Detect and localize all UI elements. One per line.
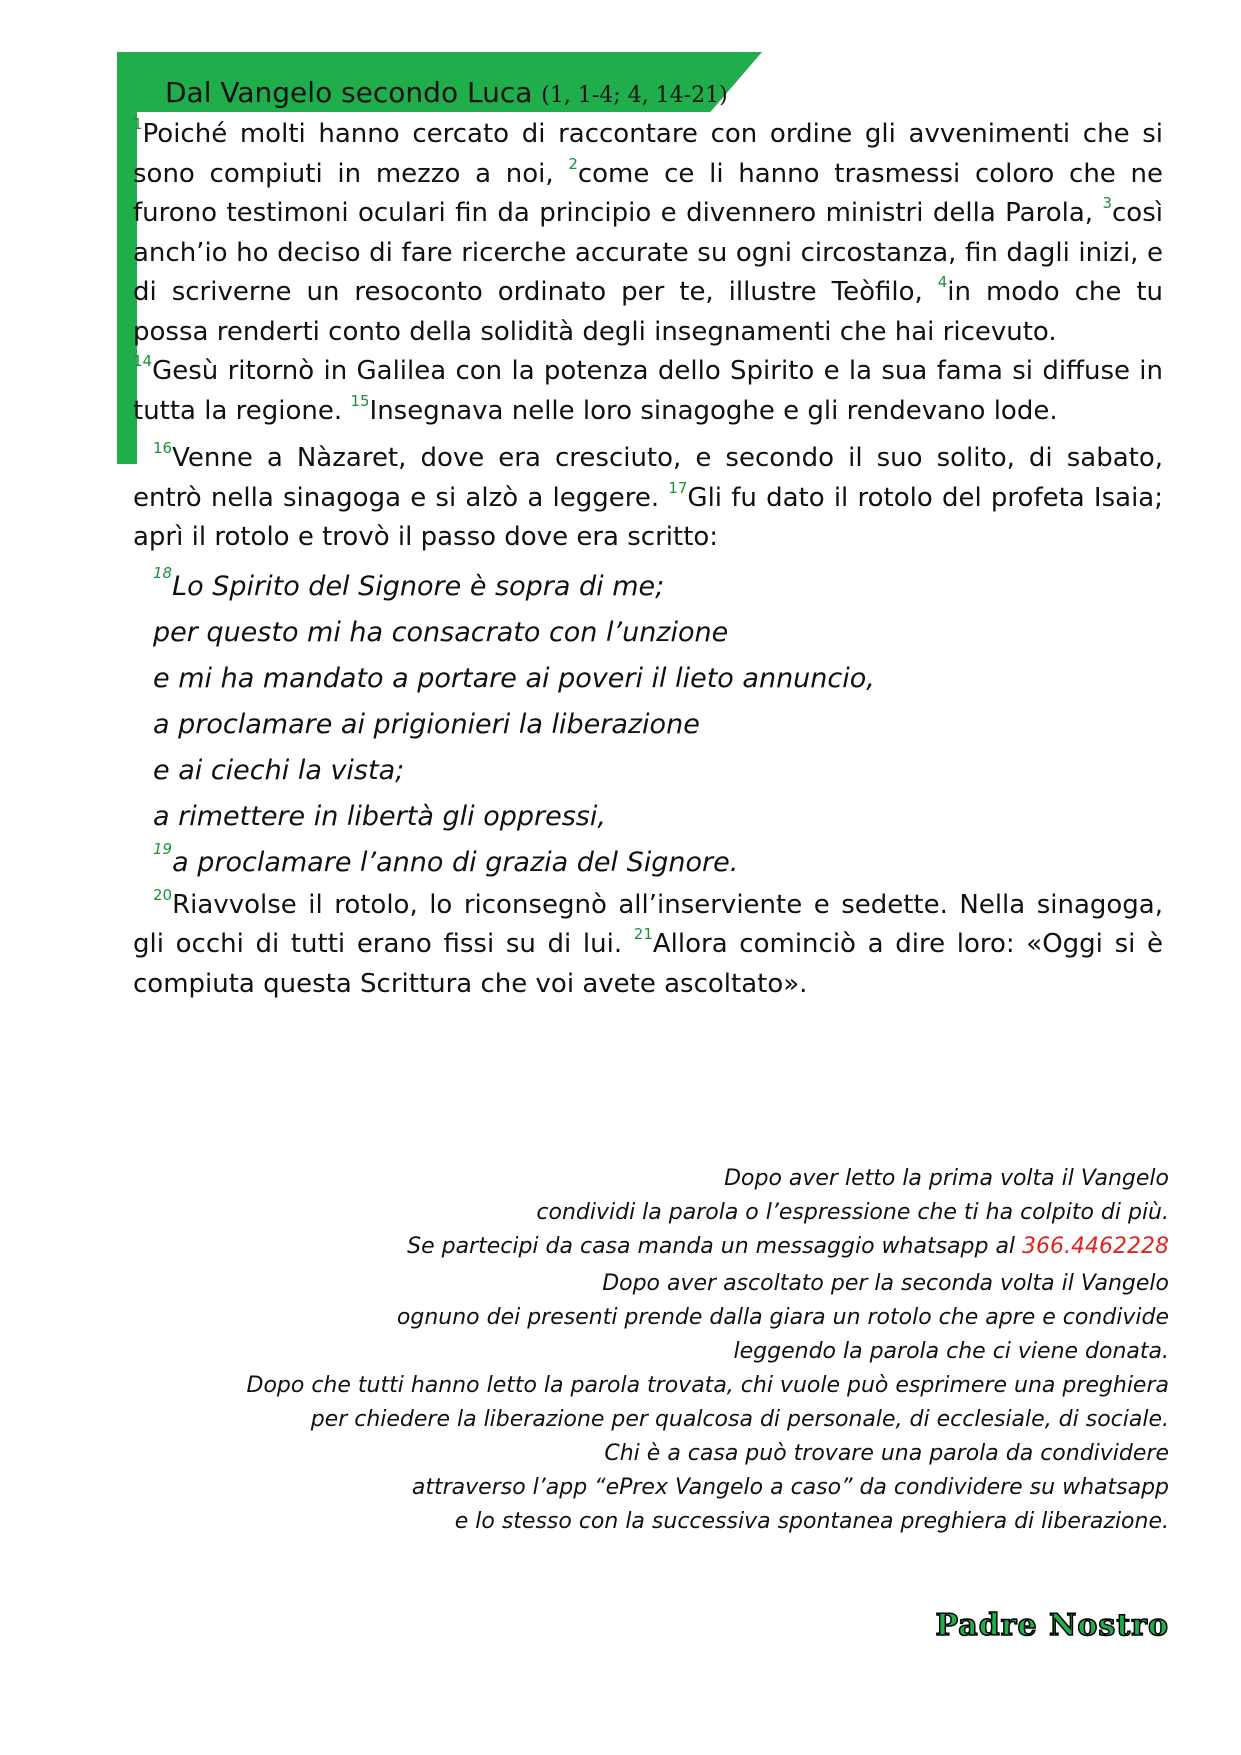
verse-text: Venne a Nàzaret, dove era cresciuto, e secondo il suo solito, di sabato, entrò nella sinagoga e si alzò a leggere. [133,443,1163,513]
verse-number: 20 [153,885,173,904]
padre-nostro-label: Padre Nostro [935,1608,1169,1643]
verse-number: 17 [668,478,688,497]
instruction-line: Dopo aver ascoltato per la seconda volta il Vangelo [602,1271,1169,1296]
paragraph-1 [133,115,1163,352]
title-reference: (1, 1-4; 4, 14-21) [541,83,728,108]
instruction-line: ognuno dei presenti prende dalla giara un rotolo che apre e condivide [396,1305,1169,1330]
verse-number: 14 [133,352,153,370]
instructions-second-reading [247,1267,1170,1539]
verse-number: 15 [350,391,370,410]
quote-line: a rimettere in libertà gli oppressi, [153,800,606,832]
instruction-line: leggendo la parola che ci viene donata. [733,1339,1169,1364]
quote-text: a proclamare l’anno di grazia del Signore. [172,846,739,878]
page-title [165,76,728,113]
verse-text: Gli fu dato il rotolo del profeta Isaia; aprì il rotolo e trovò il passo dove era scritto: [133,482,1163,552]
verse-number: 18 [153,563,173,582]
verse-number: 1 [133,115,143,133]
paragraph-4 [133,886,1163,1005]
verse-number: 4 [937,273,948,291]
quote-line: a proclamare ai prigionieri la liberazione [153,708,700,740]
quote-line: per questo mi ha consacrato con l’unzione [153,616,729,648]
quote-text: Lo Spirito del Signore è sopra di me; [172,570,665,602]
verse-text: Gesù ritornò in Galilea con la potenza dello Spirito e la sua fama si diffuse in tutta la regione. [133,356,1163,426]
instruction-line [407,1230,1169,1264]
instructions-first-reading [407,1162,1169,1264]
verse-text: Poiché molti hanno cercato di raccontare con ordine gli avvenimenti che si sono compiuti in mezzo a noi, [133,119,1163,189]
paragraph-3 [133,439,1163,558]
instruction-line: Chi è a casa può trovare una parola da condividere [604,1441,1169,1466]
verse-text: così anch’io ho deciso di fare ricerche accurate su ogni circostanza, fin dagli inizi, e di scriverne un resoconto ordinato per te, illustre Teòfilo, [133,198,1163,307]
instruction-line: attraverso l’app “ePrex Vangelo a caso” da condividere su whatsapp [411,1475,1169,1500]
verse-text: in modo che tu possa renderti conto della solidità degli insegnamenti che hai ricevuto. [133,277,1163,347]
instruction-line: per chiedere la liberazione per qualcosa di personale, di ecclesiale, di sociale. [310,1407,1169,1432]
phone-number: 366.4462228 [1022,1234,1169,1259]
verse-number: 16 [153,439,173,457]
verse-text: come ce li hanno trasmessi coloro che ne furono testimoni oculari fin da principio e divennero ministri della Parola, [133,158,1163,228]
verse-number: 3 [1102,194,1113,212]
quote-line [133,840,1163,886]
instruction-line: condividi la parola o l’espressione che ti ha colpito di più. [536,1200,1169,1225]
verse-number: 2 [568,154,578,173]
verse-text: Insegnava nelle loro sinagoghe e gli rendevano lode. [369,395,1058,426]
instruction-line: e lo stesso con la successiva spontanea preghiera di liberazione. [454,1509,1169,1534]
verse-number: 21 [633,925,653,943]
gospel-text [133,115,1163,1004]
quote-line [133,564,1163,610]
instruction-text: Se partecipi da casa manda un messaggio whatsapp al [407,1234,1023,1259]
instruction-line: Dopo aver letto la prima volta il Vangelo [724,1166,1169,1191]
verse-text: Riavvolse il rotolo, lo riconsegnò all’inserviente e sedette. Nella sinagoga, gli occhi di tutti erano fissi su di lui. [133,889,1163,959]
paragraph-2 [133,352,1163,431]
verse-number: 19 [153,839,173,858]
instruction-line: Dopo che tutti hanno letto la parola trovata, chi vuole può esprimere una preghiera [246,1373,1169,1398]
title-text: Dal Vangelo secondo Luca [165,76,533,109]
quote-line: e mi ha mandato a portare ai poveri il lieto annuncio, [153,662,875,694]
quote-line: e ai ciechi la vista; [153,754,405,786]
verse-text: Allora cominciò a dire loro: «Oggi si è compiuta questa Scrittura che voi avete ascoltato». [133,929,1163,999]
